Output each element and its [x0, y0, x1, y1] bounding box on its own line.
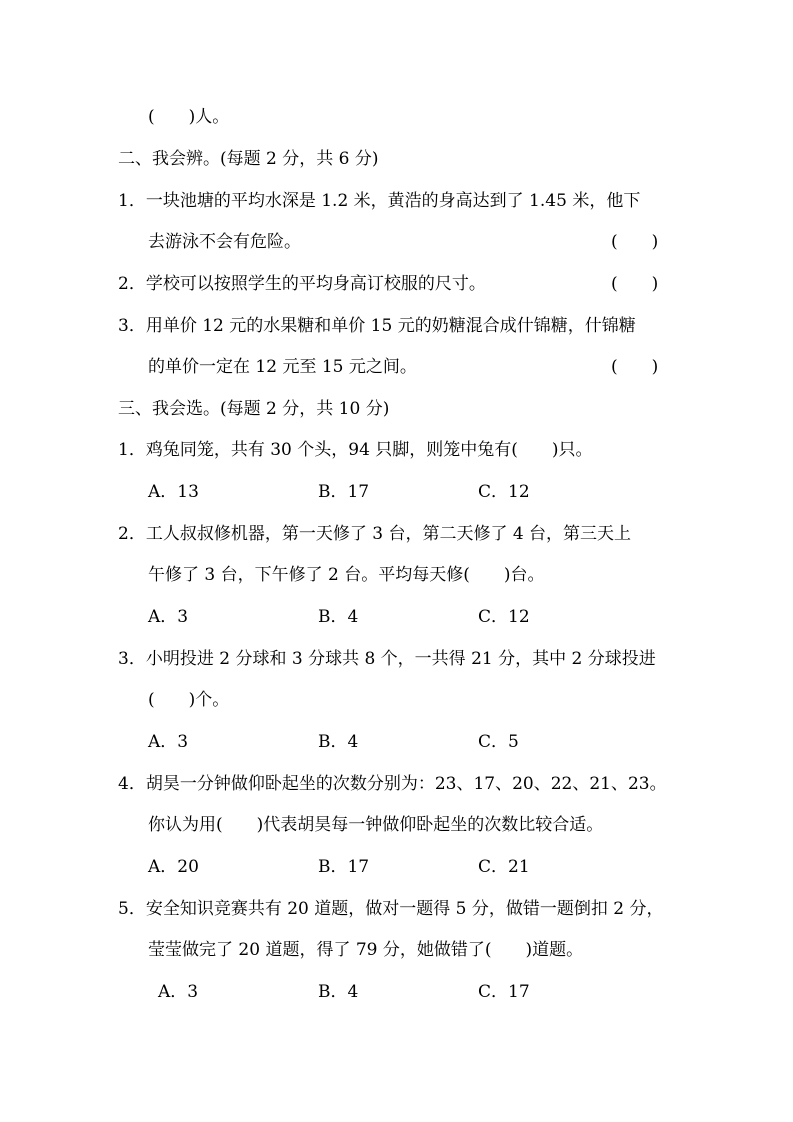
judge-question-1-line-2: 去游泳不会有危险。: [148, 232, 301, 252]
choice-1-option-a[interactable]: A．13: [148, 482, 199, 502]
judge-question-3-line-2: 的单价一定在 12 元至 15 元之间。: [148, 357, 417, 377]
section-heading-judge: 二、我会辨。(每题 2 分，共 6 分): [118, 149, 379, 169]
choice-question-3-line-1: 3．小明投进 2 分球和 3 分球共 8 个，一共得 21 分，其中 2 分球投进: [118, 649, 656, 669]
choice-2-option-c[interactable]: C．12: [478, 607, 530, 627]
choice-5-option-c[interactable]: C．17: [478, 982, 530, 1002]
judge-question-1-line-1: 1．一块池塘的平均水深是 1.2 米，黄浩的身高达到了 1.45 米，他下: [118, 191, 641, 211]
choice-2-option-a[interactable]: A．3: [148, 607, 189, 627]
choice-5-option-a[interactable]: A．3: [158, 982, 199, 1002]
choice-4-option-a[interactable]: A．20: [148, 857, 199, 877]
choice-5-option-b[interactable]: B．4: [318, 982, 359, 1002]
choice-1-option-c[interactable]: C．12: [478, 482, 530, 502]
choice-4-option-c[interactable]: C．21: [478, 857, 530, 877]
judge-answer-blank-2[interactable]: ( ): [611, 274, 659, 294]
judge-question-2: 2．学校可以按照学生的平均身高订校服的尺寸。: [118, 274, 486, 294]
section-heading-choice: 三、我会选。(每题 2 分，共 10 分): [118, 399, 390, 419]
choice-question-3-line-2: ( )个。: [148, 690, 230, 710]
choice-1-option-b[interactable]: B．17: [318, 482, 370, 502]
choice-3-option-a[interactable]: A．3: [148, 732, 189, 752]
choice-4-option-b[interactable]: B．17: [318, 857, 370, 877]
choice-question-2-line-1: 2．工人叔叔修机器，第一天修了 3 台，第二天修了 4 台，第三天上: [118, 524, 632, 544]
choice-3-option-c[interactable]: C．5: [478, 732, 519, 752]
choice-3-option-b[interactable]: B．4: [318, 732, 359, 752]
choice-question-4-line-1: 4．胡昊一分钟做仰卧起坐的次数分别为：23、17、20、22、21、23。: [118, 774, 667, 794]
judge-question-3-line-1: 3．用单价 12 元的水果糖和单价 15 元的奶糖混合成什锦糖，什锦糖: [118, 316, 636, 336]
answer-blank-line: ( )人。: [148, 107, 230, 127]
choice-question-5-line-2: 莹莹做完了 20 道题，得了 79 分，她做错了( )道题。: [148, 940, 584, 960]
choice-2-option-b[interactable]: B．4: [318, 607, 359, 627]
choice-question-4-line-2: 你认为用( )代表胡昊每一钟做仰卧起坐的次数比较合适。: [148, 815, 604, 835]
judge-answer-blank-1[interactable]: ( ): [611, 232, 659, 252]
choice-question-5-line-1: 5．安全知识竞赛共有 20 道题，做对一题得 5 分，做错一题倒扣 2 分，: [118, 899, 664, 919]
choice-question-1: 1．鸡兔同笼，共有 30 个头，94 只脚，则笼中兔有( )只。: [118, 440, 593, 460]
judge-answer-blank-3[interactable]: ( ): [611, 357, 659, 377]
choice-question-2-line-2: 午修了 3 台，下午修了 2 台。平均每天修( )台。: [148, 565, 545, 585]
